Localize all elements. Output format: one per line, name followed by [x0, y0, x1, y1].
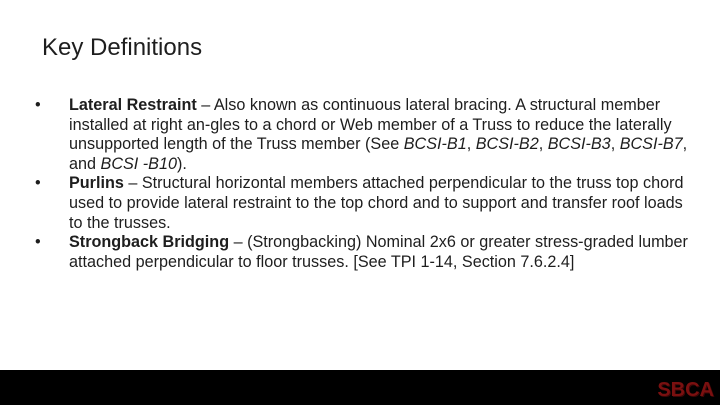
reference-comma: ,: [538, 135, 548, 154]
definition-text: Structural horizontal members attached perpendicular to the truss top chord used to provide lateral restraint to the top chord and to support and transfer roof loads to the trusses.: [69, 174, 684, 232]
definition-term: Purlins: [69, 174, 124, 193]
reference-bcsi-b2: BCSI-B2: [475, 135, 539, 154]
reference-bcsi-b3: BCSI-B3: [547, 135, 611, 154]
definition-term: Lateral Restraint: [69, 96, 197, 114]
definition-item-purlins: [30, 174, 700, 233]
definition-item-lateral-restraint: [30, 96, 700, 174]
definition-text: Also known as continuous lateral bracing. A structural member installed at right an-gles to a chord or Web member of a Truss to reduce the laterally unsupported length of the Truss member (See: [69, 96, 672, 154]
definition-term: Strongback Bridging: [69, 233, 230, 252]
definition-separator: –: [123, 174, 142, 193]
reference-bcsi-b1: BCSI-B1: [403, 135, 467, 154]
definition-separator: –: [229, 233, 248, 252]
reference-and: , and: [69, 135, 688, 173]
definition-separator: –: [196, 96, 214, 114]
reference-comma: ,: [610, 135, 620, 154]
definition-list: [30, 96, 700, 272]
reference-bcsi-b7: BCSI-B7: [619, 135, 683, 154]
footer-bar: [0, 370, 720, 405]
definition-text: (Strongbacking) Nominal 2x6 or greater stress-graded lumber attached perpendicular to floor trusses. [See TPI 1-14, Section 7.6.2.4]: [69, 233, 688, 271]
definition-text-end: ).: [177, 154, 187, 173]
reference-comma: ,: [466, 135, 476, 154]
slide-title: Key Definitions: [42, 34, 203, 61]
reference-bcsi-b10: BCSI -B10: [100, 154, 177, 173]
definition-item-strongback-bridging: [30, 233, 700, 272]
sbca-logo: SBCA: [657, 379, 714, 401]
